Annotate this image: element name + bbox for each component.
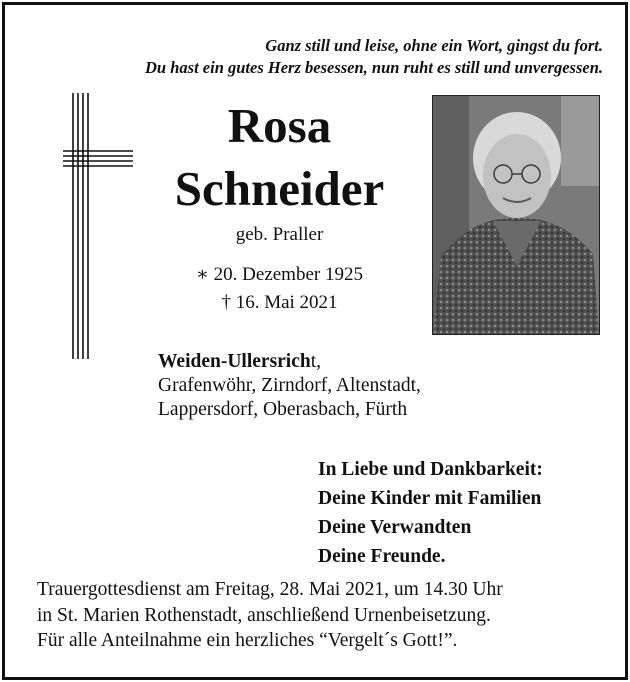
hometown-bold: Weiden-Ullersrich — [158, 351, 311, 372]
places-line: Grafenwöhr, Zirndorf, Altenstadt, — [158, 375, 421, 396]
mourners-line: Deine Verwandten — [318, 517, 472, 538]
mourners-line: Deine Kinder mit Familien — [318, 488, 542, 509]
mourners — [318, 455, 543, 571]
poem-line: Ganz still und leise, ohne ein Wort, gingst du fort. — [265, 36, 603, 55]
obituary-notice — [2, 2, 628, 680]
poem-line: Du hast ein gutes Herz besessen, nun ruht es still und unvergessen. — [145, 58, 603, 77]
poem — [145, 35, 603, 79]
service-info — [37, 577, 503, 654]
mourners-line: Deine Freunde. — [318, 546, 446, 567]
service-line: in St. Marien Rothenstadt, anschließend Urnenbeisetzung. — [37, 604, 491, 626]
mourners-line: In Liebe und Dankbarkeit: — [318, 459, 543, 480]
portrait-photo — [432, 95, 600, 335]
last-name: Schneider — [174, 161, 385, 216]
service-line: Trauergottesdienst am Freitag, 28. Mai 2021, um 14.30 Uhr — [37, 579, 503, 600]
service-line: Für alle Anteilnahme ein herzliches “Vergelt´s Gott!”. — [37, 630, 458, 651]
first-name: Rosa — [227, 98, 332, 153]
places — [158, 350, 421, 422]
birth-date: ∗ 20. Dezember 1925 — [196, 264, 363, 285]
places-line: Lappersdorf, Oberasbach, Fürth — [158, 399, 408, 420]
hometown-tail: t, — [310, 351, 322, 372]
portrait-image — [433, 96, 599, 334]
maiden-name: geb. Praller — [235, 224, 324, 245]
death-date: † 16. Mai 2021 — [221, 292, 338, 313]
cross-icon — [63, 93, 135, 361]
